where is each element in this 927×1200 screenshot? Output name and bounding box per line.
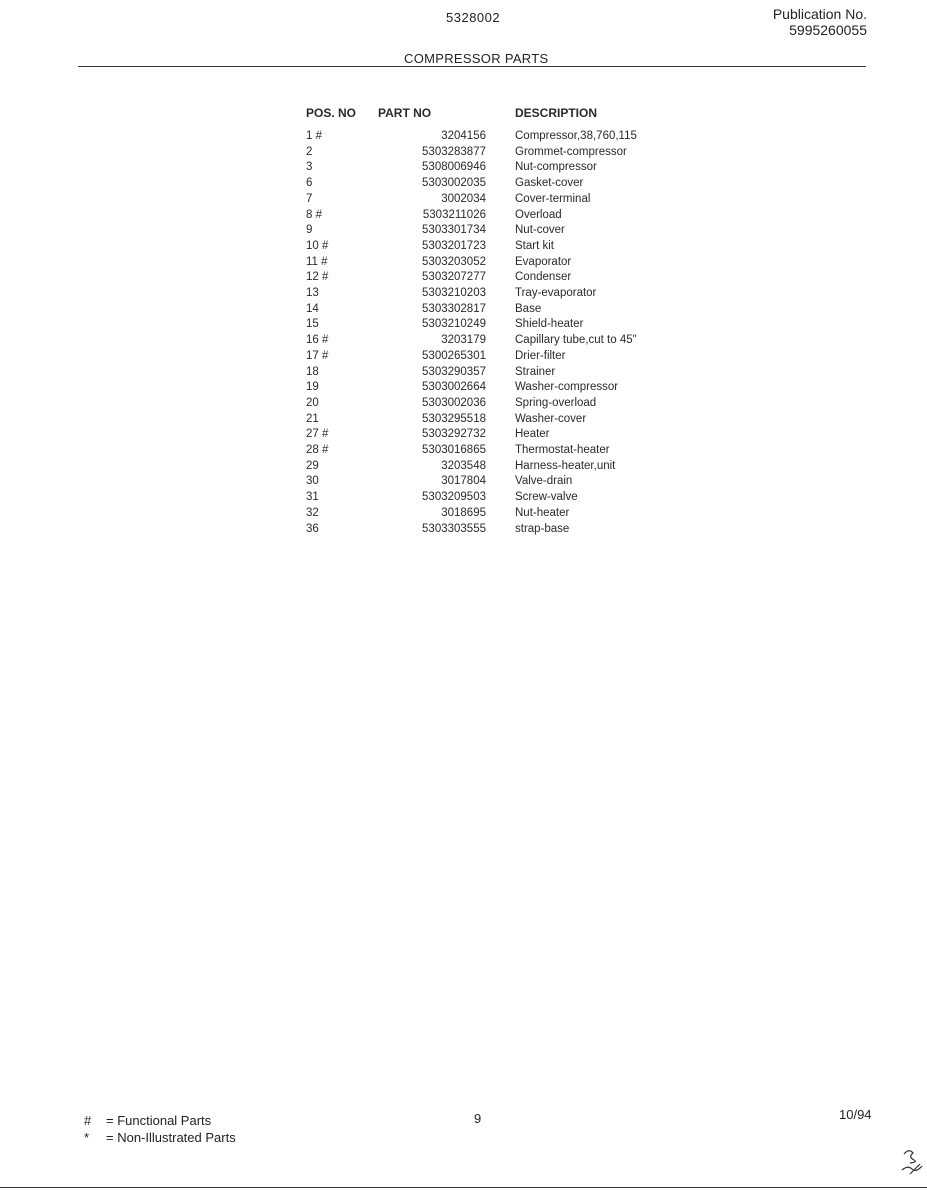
revision-date: 10/94 (839, 1107, 872, 1122)
part-number-cell: 3203179 (441, 334, 486, 347)
table-row (306, 317, 695, 333)
description-cell: Washer-compressor (515, 381, 619, 394)
table-row (306, 270, 695, 286)
pos-cell: 13 (306, 287, 319, 300)
description-cell: Nut-compressor (515, 161, 597, 174)
description-cell: Grommet-compressor (515, 145, 627, 158)
part-number-cell: 5303210249 (422, 318, 486, 331)
pos-cell: 28 # (306, 444, 329, 457)
part-number-cell: 5303207277 (422, 271, 486, 284)
pos-cell: 11 # (306, 255, 328, 268)
part-number-cell: 5308006946 (422, 161, 486, 174)
part-number-cell: 3018695 (441, 506, 486, 519)
description-cell: Capillary tube,cut to 45" (515, 334, 637, 347)
pos-cell: 1 # (306, 130, 322, 142)
table-row (306, 176, 695, 192)
description-cell: strap-base (515, 522, 570, 535)
pos-cell: 32 (306, 506, 319, 519)
pos-cell: 16 # (306, 334, 329, 347)
legend-item (84, 1112, 236, 1129)
section-title: COMPRESSOR PARTS (404, 51, 549, 66)
pos-cell: 12 # (306, 271, 329, 284)
description-cell: Tray-evaporator (515, 287, 597, 300)
pos-cell: 17 # (306, 349, 329, 362)
pos-cell: 8 # (306, 208, 322, 221)
part-number-cell: 5303209503 (422, 491, 486, 504)
table-header-row (306, 106, 695, 129)
table-row (306, 490, 695, 506)
pos-cell: 6 (306, 177, 313, 190)
legend-text: = Non-Illustrated Parts (106, 1130, 236, 1145)
table-row (306, 443, 695, 459)
header-divider (78, 66, 866, 67)
pos-cell: 3 (306, 161, 313, 174)
description-cell: Nut-heater (515, 506, 570, 519)
table-row (306, 474, 695, 490)
pos-cell: 15 (306, 318, 319, 331)
description-cell: Evaporator (515, 255, 572, 268)
table-row (306, 286, 695, 302)
column-header-pos: POS. NO (306, 106, 357, 120)
description-cell: Compressor,38,760,115 (515, 130, 637, 142)
part-number-cell: 5303002664 (422, 381, 486, 394)
part-number-cell: 5303290357 (422, 365, 486, 378)
legend-text: = Functional Parts (106, 1113, 212, 1128)
pos-cell: 27 # (306, 428, 329, 441)
part-number-cell: 3204156 (441, 130, 486, 142)
description-cell: Base (515, 302, 542, 315)
table-row (306, 208, 695, 224)
description-cell: Drier-filter (515, 349, 566, 362)
pos-cell: 10 # (306, 239, 329, 252)
part-number-cell: 5303211026 (422, 208, 486, 221)
pos-cell: 21 (306, 412, 319, 425)
model-number: 5328002 (446, 10, 501, 25)
table-row (306, 522, 695, 538)
part-number-cell: 5303283877 (422, 145, 486, 158)
pos-cell: 19 (306, 381, 319, 394)
part-number-cell: 5303002035 (422, 177, 486, 190)
table-row (306, 349, 695, 365)
column-header-part: PART NO (378, 106, 432, 120)
part-number-cell: 5303292732 (422, 428, 486, 441)
description-cell: Cover-terminal (515, 192, 591, 205)
publication-label: Publication No. (772, 6, 867, 22)
page-number: 9 (474, 1111, 482, 1126)
legend-symbol: # (84, 1113, 92, 1128)
description-cell: Harness-heater,unit (515, 459, 616, 472)
legend (84, 1112, 236, 1146)
description-cell: Gasket-cover (515, 177, 584, 190)
description-cell: Heater (515, 428, 550, 441)
table-row (306, 333, 695, 349)
publication-number: 5995260055 (789, 22, 867, 38)
pos-cell: 20 (306, 396, 319, 409)
part-number-cell: 5303210203 (422, 287, 486, 300)
description-cell: Overload (515, 208, 562, 221)
description-cell: Shield-heater (515, 318, 584, 331)
part-number-cell: 5303016865 (422, 444, 486, 457)
pos-cell: 14 (306, 302, 319, 315)
description-cell: Screw-valve (515, 491, 578, 504)
part-number-cell: 5303295518 (422, 412, 486, 425)
table-row (306, 412, 695, 428)
table-row (306, 459, 695, 475)
part-number-cell: 5303301734 (422, 224, 486, 237)
footer-divider (0, 1187, 927, 1188)
column-header-description: DESCRIPTION (515, 106, 598, 120)
table-row (306, 223, 695, 239)
table-row (306, 380, 695, 396)
description-cell: Strainer (515, 365, 556, 378)
part-number-cell: 5303201723 (422, 239, 486, 252)
description-cell: Thermostat-heater (515, 444, 610, 457)
pos-cell: 2 (306, 145, 313, 158)
handwritten-mark-icon (900, 1148, 924, 1176)
table-row (306, 365, 695, 381)
table-row (306, 302, 695, 318)
part-number-cell: 5303303555 (422, 522, 486, 535)
table-row (306, 129, 695, 145)
table-row (306, 427, 695, 443)
parts-table (306, 106, 695, 537)
part-number-cell: 5303203052 (422, 255, 486, 268)
description-cell: Start kit (515, 239, 554, 252)
publication-block (773, 6, 867, 38)
description-cell: Nut-cover (515, 224, 565, 237)
pos-cell: 31 (306, 491, 319, 504)
part-number-cell: 3203548 (441, 459, 486, 472)
part-number-cell: 5303002036 (422, 396, 486, 409)
table-row (306, 145, 695, 161)
table-row (306, 239, 695, 255)
part-number-cell: 3002034 (441, 192, 486, 205)
description-cell: Valve-drain (515, 475, 573, 488)
description-cell: Condenser (515, 271, 572, 284)
pos-cell: 18 (306, 365, 319, 378)
description-cell: Washer-cover (515, 412, 587, 425)
table-row (306, 255, 695, 271)
table-row (306, 192, 695, 208)
legend-symbol: * (84, 1130, 90, 1145)
pos-cell: 7 (306, 192, 313, 205)
description-cell: Spring-overload (515, 396, 597, 409)
pos-cell: 29 (306, 459, 319, 472)
legend-item (84, 1129, 236, 1146)
parts-table-body (306, 129, 695, 537)
pos-cell: 30 (306, 475, 319, 488)
part-number-cell: 5300265301 (422, 349, 486, 362)
part-number-cell: 5303302817 (422, 302, 486, 315)
pos-cell: 9 (306, 224, 313, 237)
table-row (306, 396, 695, 412)
table-row (306, 160, 695, 176)
pos-cell: 36 (306, 522, 319, 535)
table-row (306, 506, 695, 522)
part-number-cell: 3017804 (441, 475, 486, 488)
